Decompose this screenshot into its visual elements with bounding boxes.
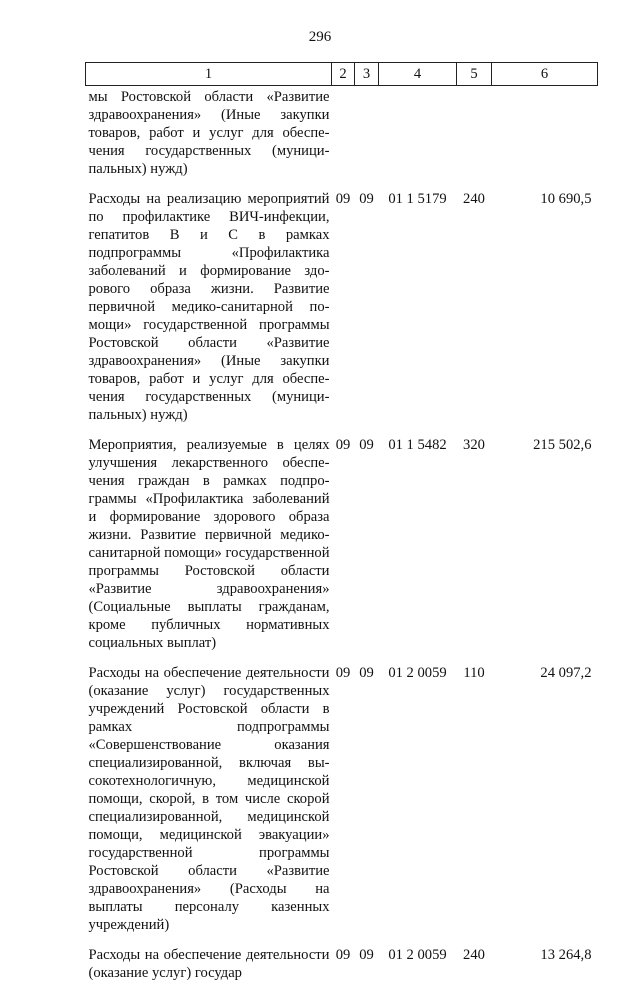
row-description: Расходы на обеспечение деятельности (оказание услуг) государ bbox=[88, 947, 330, 981]
row-amount: 24 097,2 bbox=[540, 665, 592, 681]
table-row bbox=[86, 86, 598, 191]
row-section: 09 bbox=[335, 191, 351, 207]
row-target-article bbox=[379, 86, 457, 191]
row-expense-type bbox=[457, 86, 492, 191]
header-col-6: 6 bbox=[492, 63, 598, 86]
row-section bbox=[332, 86, 355, 191]
row-target-article: 01 1 5179 bbox=[388, 191, 447, 207]
header-col-3: 3 bbox=[355, 63, 379, 86]
row-expense-type: 240 bbox=[463, 191, 485, 207]
row-section: 09 bbox=[335, 947, 351, 963]
table-header bbox=[86, 63, 598, 86]
row-expense-type: 240 bbox=[463, 947, 485, 963]
row-amount: 215 502,6 bbox=[533, 437, 592, 453]
row-description: Расходы на реализацию мероприятий по профилактике ВИЧ-инфекции, гепатитов B и C в рамках подпрограммы «Профилактика заболеваний и формирование здорового образа жизни. Развитие первичной медико-санитарной помощи» государственной программы Ростовской области «Развитие здравоохранения» (Иные закупки товаров, работ и услуг для обеспечения государственных (муниципальных) нужд) bbox=[88, 191, 330, 423]
budget-table bbox=[85, 62, 598, 994]
table-row bbox=[86, 436, 598, 664]
row-description: Расходы на обеспечение деятельности (оказание услуг) государственных учреждений Ростовской области в рамках подпрограммы «Совершенствование оказания специализированной, включая высокотехнологичную, медицинской помощи, скорой, в том числе скорой специализированной, медицинской помощи, медицинской эвакуации» государственной программы Ростовской области «Развитие здравоохранения» (Расходы на выплаты персоналу казенных учреждений) bbox=[88, 665, 330, 933]
table-row bbox=[86, 946, 598, 994]
row-amount: 10 690,5 bbox=[540, 191, 592, 207]
table-row bbox=[86, 190, 598, 436]
row-subsection: 09 bbox=[359, 947, 374, 963]
row-section: 09 bbox=[335, 665, 351, 681]
row-target-article: 01 1 5482 bbox=[388, 437, 447, 453]
page-number: 296 bbox=[308, 29, 332, 45]
row-amount: 13 264,8 bbox=[540, 947, 592, 963]
row-description: мы Ростовской области «Развитие здравоохранения» (Иные закупки товаров, работ и услуг для обеспечения государственных (муниципальных) нужд) bbox=[88, 89, 330, 177]
header-col-1: 1 bbox=[86, 63, 332, 86]
table-row bbox=[86, 664, 598, 946]
header-col-4: 4 bbox=[379, 63, 457, 86]
row-subsection: 09 bbox=[359, 665, 374, 681]
header-col-5: 5 bbox=[457, 63, 492, 86]
row-target-article: 01 2 0059 bbox=[388, 665, 447, 681]
row-target-article: 01 2 0059 bbox=[388, 947, 447, 963]
header-col-2: 2 bbox=[332, 63, 355, 86]
row-amount bbox=[492, 86, 598, 191]
row-description: Мероприятия, реализуемые в целях улучшения лекарственного обеспечения граждан в рамках подпрограммы «Профилактика заболеваний и формирование здорового образа жизни. Развитие первичной медико-санитарной помощи» государственной программы Ростовской области «Развитие здравоохранения» (Социальные выплаты гражданам, кроме публичных нормативных социальных выплат) bbox=[88, 437, 330, 651]
row-section: 09 bbox=[335, 437, 351, 453]
row-subsection bbox=[355, 86, 379, 191]
row-expense-type: 320 bbox=[463, 437, 485, 453]
row-expense-type: 110 bbox=[463, 665, 485, 681]
row-subsection: 09 bbox=[359, 191, 374, 207]
row-subsection: 09 bbox=[359, 437, 374, 453]
